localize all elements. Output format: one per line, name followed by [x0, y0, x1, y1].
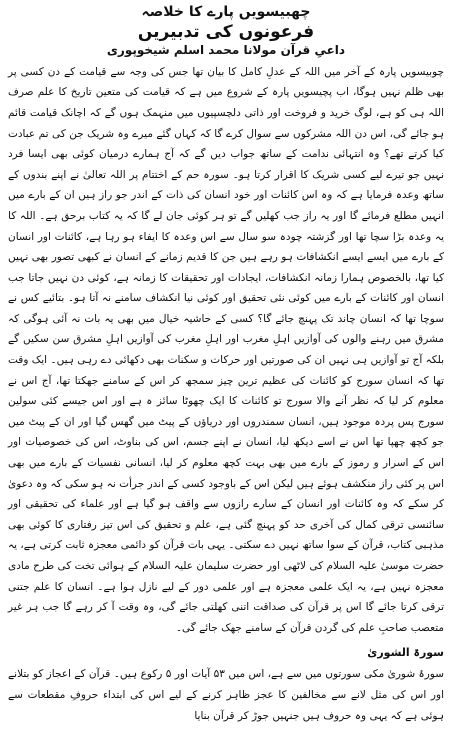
- article-body: [8, 62, 444, 726]
- article-title: فرعونوں کی تدبیریں: [137, 21, 315, 42]
- body-paragraph: چوبیسویں پارہ کے آخر میں اللہ کے عدلِ کامل کا بیان تھا جس کی وجہ سے قیامت کے دن کسی پر بھی ظلم نہیں ہوگا، اب پچیسویں پارہ کے شروع میں ہے کہ قیامت کی متعین تاریخ کا علم صرف اللہ ہی کو ہے، لوگ خرید و فروخت اور ذاتی دلچسپیوں میں منہمک ہوں گے کہ اچانک قیامت قائم ہو جائے گی، اس دن اللہ مشرکوں سے سوال کرے گا کہ کہاں گئے میرے وہ شریک جن کی تم عبادت کیا کرتے تھے؟ وہ انتہائی ندامت کے ساتھ جواب دیں گے کہ آج ہمارے درمیان کوئی بھی ایسا فرد نہیں جو تیرے لیے کسی شریک کا اقرار کرتا ہو۔ سورہ حم کے اختتام پر اللہ تعالیٰ نے اپنے بندوں کے ساتھ وعدہ فرمایا ہے کہ وہ اس کائنات اور خود انسان کی ذات کے اندر جو راز ہیں ان کے بارے میں انہیں مطلع فرمائے گا اور یہ راز جب کھلیں گے تو ہر کوئی جان لے گا کہ یہ کتاب برحق ہے۔ اللہ کا یہ وعدہ بڑا سچا تھا اور گزشتہ چودہ سو سال سے اس وعدہ کا ایفاء ہو رہا ہے، کائنات اور انسان کے بارے میں ایسے ایسے انکشافات ہو رہے ہیں جن کا قدیم زمانے کے انسان نے کبھی تصور بھی نہیں کیا تھا، بالخصوص ہمارا زمانہ انکشافات، ایجادات اور تحقیقات کا زمانہ ہے، کوئی دن نہیں جاتا جب انسان اور کائنات کے بارے میں کوئی نئی تحقیق اور کوئی نیا انکشاف سامنے نہ آتا ہو۔ بتائیے کس نے سوچا تھا کہ انسان چاند تک پہنچ جائے گا؟ کسی کے حاشیہ خیال میں بھی یہ بات نہ آئی ہوگی کہ مشرق میں رہنے والوں کی آوازیں اہلِ مغرب اور اہلِ مغرب کی آوازیں اہلِ مشرق سن سکیں گے بلکہ آج تو آوازیں ہی نہیں ان کی صورتیں اور حرکات و سکنات بھی دکھائی دے رہی ہیں۔ ایک وقت تھا کہ انسان سورج کو کائنات کی عظیم ترین چیز سمجھ کر اس کے سامنے جھکتا تھا، آج اس نے معلوم کر لیا کہ نظر آنے والا سورج تو کائنات کا ایک چھوٹا سائز ہ ہے اور اس جیسے کئی سولین سورج پس پردہ موجود ہیں، انسان سمندروں اور دریاؤں کے پیٹ میں گھس گیا اور ان کے پیٹ میں جو کچھ چھپا تھا اس نے اسے دیکھ لیا، انسان نے اپنے جسم، اس کی بناوٹ، اس کی خصوصیات اور اس کے اسرار و رموز کے بارے میں بھی بہت کچھ معلوم کر لیا، انسانی نفسیات کے بارے میں بھی اس پر کئی راز منکشف ہوئے ہیں لیکن اس کے باوجود کسی کے اندر جرأت نہ ہو سکی کہ وہ دعویٰ کر سکے کہ وہ کائنات اور انسان کے سارے رازوں سے واقف ہو گیا ہے اور علماء کی تحقیقی اور سائنسی ترقی کمال کی آخری حد کو پہنچ گئی ہے، علم و تحقیق کی اس تیز رفتاری کا کوئی بھی مذہبی کتاب، قرآن کے سوا ساتھ نہیں دے سکتی۔ یہی بات قرآن کو دائمی معجزہ ثابت کرتی ہے، یہ حضرت موسیٰ علیہ السلام کی لاٹھی اور حضرت سلیمان علیہ السلام کے ہوائی تخت کی طرح مادی معجزہ نہیں ہے، یہ ایک علمی معجزہ ہے اور علمی دور کے لیے نازل ہوا ہے۔ انسان کا علم جتنی ترقی کرتا جائے گا اس پر قرآن کی صداقت اتنی کھلتی جائے گی، وہ وقت آ کر رہے گا جب ہر غیر متعصب صاحبِ علم کی گردن قرآن کے سامنے جھک جائے گی۔: [8, 65, 444, 634]
- author-byline: داعیِ قرآن مولانا محمد اسلم شیخوپوری: [106, 42, 346, 57]
- section-paragraph: سورۂ شوریٰ مکی سورتوں میں سے ہے، اس میں ۵۳ آیات اور ۵ رکوع ہیں۔ قرآن کے اعجاز کو بتلانے اور اس کی مثل لانے سے مخالفین کا عجز ظاہر کرنے کے لیے اس کی ابتداء حروفِ مقطعات سے ہوئی ہے کہ یہی وہ حروف ہیں جنہیں جوڑ کر قرآن بنایا: [8, 668, 445, 722]
- series-title: چھبیسویں پارے کا خلاصہ: [141, 4, 311, 20]
- section-heading: سورۃ الشوریٰ: [367, 646, 444, 660]
